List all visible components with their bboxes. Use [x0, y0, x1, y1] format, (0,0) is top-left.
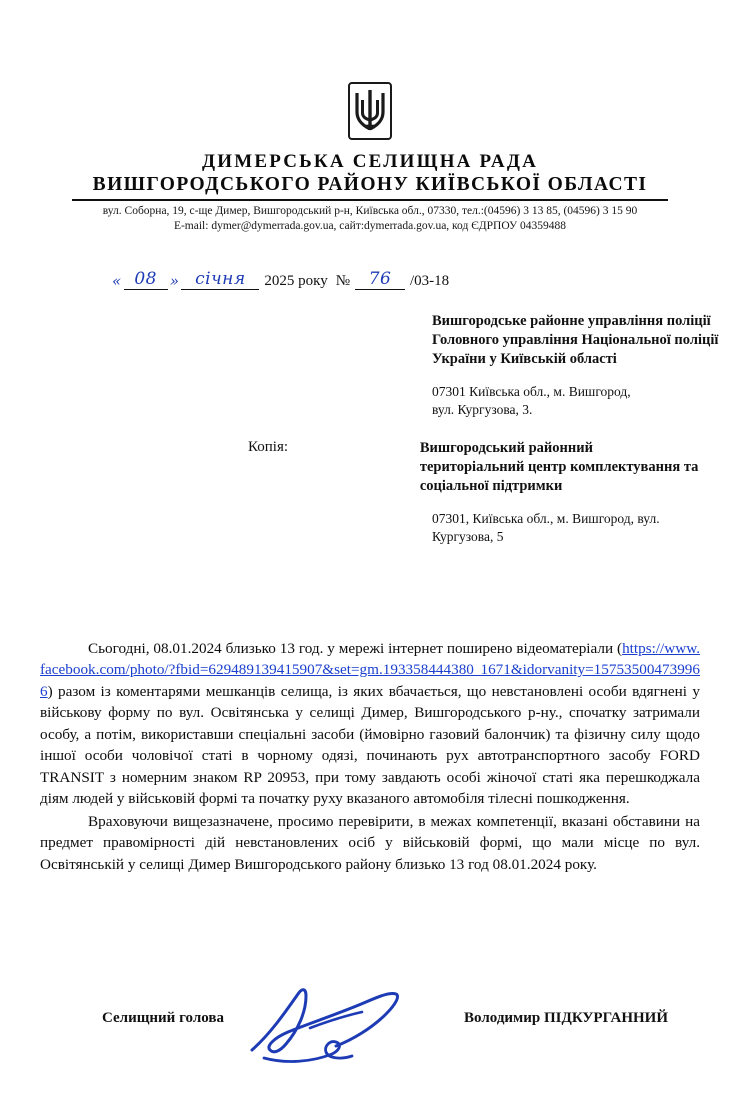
body-paragraph-1-part2: ) разом із коментарями мешканців селища, із яких вбачається, що невстановлені особи вдягнені у військову форму по вул. Освітянська у селищі Димер, Вишгородського р-ну., спочатку затримали особу, а потім, використавши спеціальні засоби (ймовірно газовий балончик) та фізичну силу щодо іншої особи чоловічої статі в чорному одязі, починають рух автотранспортного засобу FORD TRANSIT з номерним знаком RP 20953, при тому завдають особі жіночої статі яка перешкоджала діям людей у військовій формі та початку руху вказаного автомобіля тілесні пошкодження. [40, 682, 700, 808]
number-symbol: № [335, 272, 351, 289]
signer-name: Володимир ПІДКУРГАННИЙ [464, 1010, 668, 1026]
copy-address-line2: Кургузова, 5 [432, 528, 504, 544]
addressee-address-line2: вул. Кургузова, 3. [432, 401, 533, 417]
document-number-field: 76 [355, 269, 405, 290]
body-paragraph-1 [40, 638, 700, 810]
copy-recipient-address [432, 510, 722, 546]
date-month-field: січня [181, 269, 259, 290]
addressee-address [432, 383, 722, 419]
header-divider [72, 199, 668, 201]
organization-title-line1: ДИМЕРСЬКА СЕЛИЩНА РАДА [201, 151, 539, 172]
quote-close: » [169, 271, 180, 290]
contact-line-2: E-mail: dymer@dymerrada.gov.ua, сайт:dymerrada.gov.ua, код ЄДРПОУ 04359488 [173, 219, 567, 232]
contact-info [40, 204, 700, 234]
emblem-container [40, 0, 700, 140]
addressee-block [40, 312, 719, 612]
document-number-suffix: /03-18 [410, 272, 450, 289]
body-paragraph-2: Враховуючи вищезазначене, просимо перевірити, в межах компетенції, вказані обставини на предмет правомірності дій невстановлених осіб у військовій формі, що мали місце по вул. Освітянській у селищі Димер Вишгородського району близько 13 год 08.01.2024 року. [40, 812, 700, 873]
copy-recipient: Вишгородський районний територіальний центр комплектування та соціальної підтримки [419, 439, 699, 494]
copy-label: Копія: [248, 438, 289, 455]
addressee-main: Вишгородське районне управління поліції Головного управління Національної поліції України у Київській області [432, 312, 719, 367]
copy-address-line1: 07301, Київська обл., м. Вишгород, вул. [432, 510, 660, 526]
date-and-number-line [112, 264, 700, 290]
letter-body [40, 638, 700, 876]
organization-title [40, 150, 700, 196]
body-paragraph-1-part1: Сьогодні, 08.01.2024 близько 13 год. у мережі інтернет поширено відеоматеріали ( [88, 639, 623, 657]
signature-row [40, 1010, 700, 1027]
organization-title-line2: ВИШГОРОДСЬКОГО РАЙОНУ КИЇВСЬКОЇ ОБЛАСТІ [92, 174, 648, 195]
contact-line-1: вул. Соборна, 19, с-ще Димер, Вишгородський р-н, Київська обл., 07330, тел.:(04596) 3 13 85, (04596) 3 15 90 [102, 204, 638, 217]
quote-open: « [112, 271, 122, 290]
addressee-address-line1: 07301 Київська обл., м. Вишгород, [432, 383, 631, 399]
ukraine-trident-emblem-icon [348, 82, 392, 140]
facebook-photo-link[interactable]: https://www.facebook.com/photo/?fbid=629489139415907&set=gm.193358444380 1671&idorvanity=157535004739966 [40, 639, 700, 700]
date-day-field: 08 [124, 269, 168, 290]
copy-row [40, 439, 700, 496]
signer-position: Селищний голова [102, 1010, 224, 1026]
year-label: 2025 року [264, 272, 328, 289]
